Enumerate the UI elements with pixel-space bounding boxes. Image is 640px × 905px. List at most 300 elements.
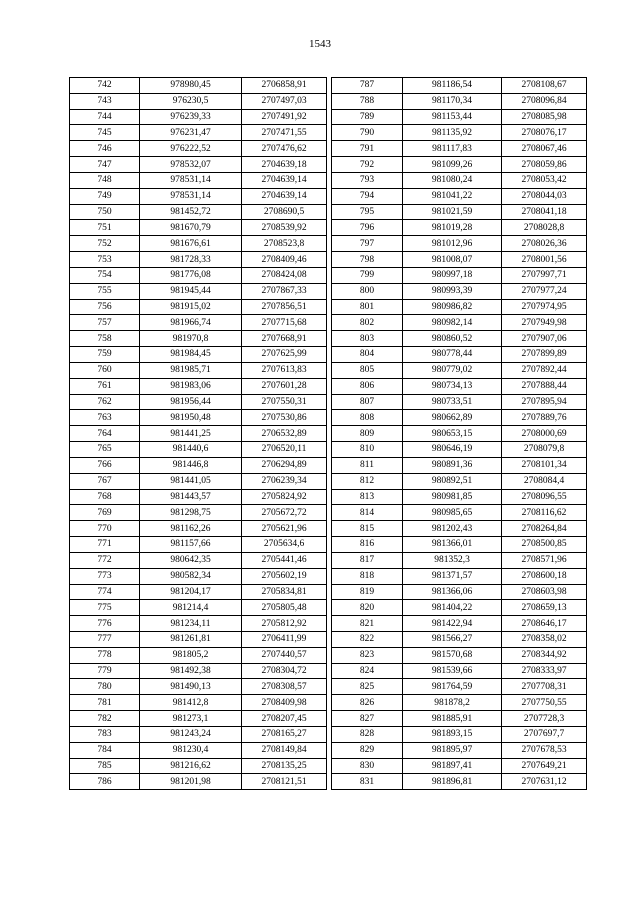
point-number-cell: 798 — [332, 252, 403, 268]
table-row — [332, 78, 587, 94]
table-row — [70, 141, 327, 157]
y-coordinate-cell: 2707697,7 — [502, 726, 587, 742]
table-row — [70, 378, 327, 394]
y-coordinate-cell: 2708571,96 — [502, 552, 587, 568]
y-coordinate-cell: 2708207,45 — [242, 711, 327, 727]
point-number-cell: 797 — [332, 236, 403, 252]
y-coordinate-cell: 2708085,98 — [502, 109, 587, 125]
x-coordinate-cell: 980997,18 — [403, 267, 502, 283]
table-row — [70, 362, 327, 378]
x-coordinate-cell: 978980,45 — [140, 78, 242, 94]
point-number-cell: 746 — [70, 141, 140, 157]
x-coordinate-cell: 981895,97 — [403, 742, 502, 758]
x-coordinate-cell: 981422,94 — [403, 616, 502, 632]
table-row — [70, 93, 327, 109]
x-coordinate-cell: 981170,34 — [403, 93, 502, 109]
x-coordinate-cell: 981490,13 — [140, 679, 242, 695]
point-number-cell: 791 — [332, 141, 403, 157]
point-number-cell: 767 — [70, 473, 140, 489]
x-coordinate-cell: 981162,26 — [140, 521, 242, 537]
table-row — [70, 774, 327, 790]
x-coordinate-cell: 980892,51 — [403, 473, 502, 489]
y-coordinate-cell: 2707892,44 — [502, 362, 587, 378]
x-coordinate-cell: 981970,8 — [140, 331, 242, 347]
point-number-cell: 821 — [332, 616, 403, 632]
table-row — [70, 220, 327, 236]
y-coordinate-cell: 2708076,17 — [502, 125, 587, 141]
y-coordinate-cell: 2706532,89 — [242, 426, 327, 442]
x-coordinate-cell: 981273,1 — [140, 711, 242, 727]
y-coordinate-cell: 2708041,18 — [502, 204, 587, 220]
y-coordinate-cell: 2705441,46 — [242, 552, 327, 568]
y-coordinate-cell: 2707728,3 — [502, 711, 587, 727]
point-number-cell: 773 — [70, 568, 140, 584]
table-row — [70, 347, 327, 363]
y-coordinate-cell: 2708600,18 — [502, 568, 587, 584]
y-coordinate-cell: 2706294,89 — [242, 457, 327, 473]
table-row — [332, 172, 587, 188]
x-coordinate-cell: 981298,75 — [140, 505, 242, 521]
y-coordinate-cell: 2708333,97 — [502, 663, 587, 679]
y-coordinate-cell: 2708523,8 — [242, 236, 327, 252]
point-number-cell: 765 — [70, 442, 140, 458]
point-number-cell: 803 — [332, 331, 403, 347]
table-row — [70, 426, 327, 442]
x-coordinate-cell: 980779,02 — [403, 362, 502, 378]
table-row — [332, 157, 587, 173]
y-coordinate-cell: 2707668,91 — [242, 331, 327, 347]
point-number-cell: 825 — [332, 679, 403, 695]
x-coordinate-cell: 981896,81 — [403, 774, 502, 790]
x-coordinate-cell: 981950,48 — [140, 410, 242, 426]
x-coordinate-cell: 981412,8 — [140, 695, 242, 711]
y-coordinate-cell: 2708079,8 — [502, 442, 587, 458]
point-number-cell: 785 — [70, 758, 140, 774]
y-coordinate-cell: 2707997,71 — [502, 267, 587, 283]
y-coordinate-cell: 2707895,94 — [502, 394, 587, 410]
point-number-cell: 766 — [70, 457, 140, 473]
coordinates-table-left — [69, 77, 327, 790]
table-row — [70, 521, 327, 537]
y-coordinate-cell: 2708539,92 — [242, 220, 327, 236]
table-row — [332, 774, 587, 790]
x-coordinate-cell: 981805,2 — [140, 647, 242, 663]
point-number-cell: 757 — [70, 315, 140, 331]
y-coordinate-cell: 2707949,98 — [502, 315, 587, 331]
y-coordinate-cell: 2708059,86 — [502, 157, 587, 173]
x-coordinate-cell: 981492,38 — [140, 663, 242, 679]
table-row — [332, 552, 587, 568]
point-number-cell: 824 — [332, 663, 403, 679]
table-row — [70, 537, 327, 553]
x-coordinate-cell: 981041,22 — [403, 188, 502, 204]
point-number-cell: 775 — [70, 600, 140, 616]
x-coordinate-cell: 981570,68 — [403, 647, 502, 663]
y-coordinate-cell: 2704639,14 — [242, 172, 327, 188]
x-coordinate-cell: 980860,52 — [403, 331, 502, 347]
table-row — [332, 457, 587, 473]
point-number-cell: 790 — [332, 125, 403, 141]
table-row — [70, 157, 327, 173]
table-row — [70, 457, 327, 473]
y-coordinate-cell: 2707715,68 — [242, 315, 327, 331]
table-row — [332, 410, 587, 426]
y-coordinate-cell: 2708424,08 — [242, 267, 327, 283]
y-coordinate-cell: 2705805,48 — [242, 600, 327, 616]
table-row — [332, 141, 587, 157]
table-row — [332, 299, 587, 315]
table-row — [70, 600, 327, 616]
x-coordinate-cell: 981008,07 — [403, 252, 502, 268]
table-row — [70, 695, 327, 711]
point-number-cell: 808 — [332, 410, 403, 426]
x-coordinate-cell: 981915,02 — [140, 299, 242, 315]
x-coordinate-cell: 981135,92 — [403, 125, 502, 141]
point-number-cell: 762 — [70, 394, 140, 410]
x-coordinate-cell: 981539,66 — [403, 663, 502, 679]
point-number-cell: 784 — [70, 742, 140, 758]
table-row — [332, 742, 587, 758]
x-coordinate-cell: 981012,96 — [403, 236, 502, 252]
point-number-cell: 756 — [70, 299, 140, 315]
point-number-cell: 823 — [332, 647, 403, 663]
x-coordinate-cell: 981441,05 — [140, 473, 242, 489]
y-coordinate-cell: 2708304,72 — [242, 663, 327, 679]
table-row — [332, 679, 587, 695]
table-row — [332, 109, 587, 125]
x-coordinate-cell: 981446,8 — [140, 457, 242, 473]
table-row — [70, 78, 327, 94]
y-coordinate-cell: 2707977,24 — [502, 283, 587, 299]
x-coordinate-cell: 980985,65 — [403, 505, 502, 521]
x-coordinate-cell: 981878,2 — [403, 695, 502, 711]
y-coordinate-cell: 2707550,31 — [242, 394, 327, 410]
table-row — [70, 552, 327, 568]
y-coordinate-cell: 2707708,31 — [502, 679, 587, 695]
y-coordinate-cell: 2708044,03 — [502, 188, 587, 204]
table-row — [70, 584, 327, 600]
table-row — [332, 584, 587, 600]
point-number-cell: 820 — [332, 600, 403, 616]
point-number-cell: 754 — [70, 267, 140, 283]
table-row — [332, 267, 587, 283]
table-row — [332, 125, 587, 141]
x-coordinate-cell: 981019,28 — [403, 220, 502, 236]
y-coordinate-cell: 2704639,14 — [242, 188, 327, 204]
x-coordinate-cell: 980734,13 — [403, 378, 502, 394]
table-row — [70, 726, 327, 742]
table-row — [332, 220, 587, 236]
y-coordinate-cell: 2708500,85 — [502, 537, 587, 553]
table-row — [70, 758, 327, 774]
table-row — [332, 204, 587, 220]
point-number-cell: 781 — [70, 695, 140, 711]
y-coordinate-cell: 2708165,27 — [242, 726, 327, 742]
table-row — [70, 267, 327, 283]
point-number-cell: 772 — [70, 552, 140, 568]
y-coordinate-cell: 2707601,28 — [242, 378, 327, 394]
x-coordinate-cell: 981366,06 — [403, 584, 502, 600]
point-number-cell: 742 — [70, 78, 140, 94]
table-row — [332, 394, 587, 410]
x-coordinate-cell: 981897,41 — [403, 758, 502, 774]
point-number-cell: 771 — [70, 537, 140, 553]
table-row — [332, 283, 587, 299]
y-coordinate-cell: 2707867,33 — [242, 283, 327, 299]
point-number-cell: 814 — [332, 505, 403, 521]
x-coordinate-cell: 980986,82 — [403, 299, 502, 315]
y-coordinate-cell: 2705621,96 — [242, 521, 327, 537]
table-row — [332, 236, 587, 252]
y-coordinate-cell: 2708101,34 — [502, 457, 587, 473]
table-row — [332, 758, 587, 774]
x-coordinate-cell: 980891,36 — [403, 457, 502, 473]
point-number-cell: 755 — [70, 283, 140, 299]
x-coordinate-cell: 981261,81 — [140, 631, 242, 647]
point-number-cell: 758 — [70, 331, 140, 347]
table-row — [70, 394, 327, 410]
table-row — [332, 252, 587, 268]
x-coordinate-cell: 981234,11 — [140, 616, 242, 632]
table-row — [332, 347, 587, 363]
y-coordinate-cell: 2708108,67 — [502, 78, 587, 94]
table-row — [332, 362, 587, 378]
table-row — [332, 521, 587, 537]
x-coordinate-cell: 981099,26 — [403, 157, 502, 173]
table-row — [70, 331, 327, 347]
x-coordinate-cell: 981153,44 — [403, 109, 502, 125]
x-coordinate-cell: 980642,35 — [140, 552, 242, 568]
y-coordinate-cell: 2707856,51 — [242, 299, 327, 315]
point-number-cell: 812 — [332, 473, 403, 489]
x-coordinate-cell: 981201,98 — [140, 774, 242, 790]
x-coordinate-cell: 981945,44 — [140, 283, 242, 299]
point-number-cell: 750 — [70, 204, 140, 220]
y-coordinate-cell: 2706520,11 — [242, 442, 327, 458]
y-coordinate-cell: 2708264,84 — [502, 521, 587, 537]
point-number-cell: 749 — [70, 188, 140, 204]
y-coordinate-cell: 2707899,89 — [502, 347, 587, 363]
y-coordinate-cell: 2707649,21 — [502, 758, 587, 774]
point-number-cell: 760 — [70, 362, 140, 378]
x-coordinate-cell: 976230,5 — [140, 93, 242, 109]
table-row — [70, 204, 327, 220]
point-number-cell: 810 — [332, 442, 403, 458]
x-coordinate-cell: 981441,25 — [140, 426, 242, 442]
x-coordinate-cell: 978531,14 — [140, 172, 242, 188]
x-coordinate-cell: 978532,07 — [140, 157, 242, 173]
y-coordinate-cell: 2707625,99 — [242, 347, 327, 363]
y-coordinate-cell: 2707631,12 — [502, 774, 587, 790]
x-coordinate-cell: 981202,43 — [403, 521, 502, 537]
point-number-cell: 826 — [332, 695, 403, 711]
point-number-cell: 827 — [332, 711, 403, 727]
point-number-cell: 789 — [332, 109, 403, 125]
x-coordinate-cell: 981983,06 — [140, 378, 242, 394]
table-row — [332, 537, 587, 553]
y-coordinate-cell: 2707889,76 — [502, 410, 587, 426]
point-number-cell: 764 — [70, 426, 140, 442]
table-row — [332, 711, 587, 727]
y-coordinate-cell: 2707497,03 — [242, 93, 327, 109]
point-number-cell: 805 — [332, 362, 403, 378]
point-number-cell: 831 — [332, 774, 403, 790]
table-row — [332, 663, 587, 679]
table-row — [70, 252, 327, 268]
point-number-cell: 751 — [70, 220, 140, 236]
x-coordinate-cell: 981186,54 — [403, 78, 502, 94]
y-coordinate-cell: 2708026,36 — [502, 236, 587, 252]
y-coordinate-cell: 2708135,25 — [242, 758, 327, 774]
y-coordinate-cell: 2708308,57 — [242, 679, 327, 695]
x-coordinate-cell: 981776,08 — [140, 267, 242, 283]
table-row — [332, 188, 587, 204]
point-number-cell: 792 — [332, 157, 403, 173]
point-number-cell: 813 — [332, 489, 403, 505]
table-row — [332, 600, 587, 616]
x-coordinate-cell: 981157,66 — [140, 537, 242, 553]
x-coordinate-cell: 981117,83 — [403, 141, 502, 157]
table-row — [332, 616, 587, 632]
point-number-cell: 829 — [332, 742, 403, 758]
y-coordinate-cell: 2708053,42 — [502, 172, 587, 188]
table-row — [70, 109, 327, 125]
x-coordinate-cell: 981728,33 — [140, 252, 242, 268]
point-number-cell: 770 — [70, 521, 140, 537]
y-coordinate-cell: 2708000,69 — [502, 426, 587, 442]
point-number-cell: 759 — [70, 347, 140, 363]
x-coordinate-cell: 980993,39 — [403, 283, 502, 299]
table-row — [332, 489, 587, 505]
x-coordinate-cell: 981371,57 — [403, 568, 502, 584]
point-number-cell: 799 — [332, 267, 403, 283]
x-coordinate-cell: 981566,27 — [403, 631, 502, 647]
table-row — [70, 299, 327, 315]
y-coordinate-cell: 2708603,98 — [502, 584, 587, 600]
point-number-cell: 743 — [70, 93, 140, 109]
x-coordinate-cell: 976231,47 — [140, 125, 242, 141]
table-row — [70, 442, 327, 458]
point-number-cell: 794 — [332, 188, 403, 204]
point-number-cell: 787 — [332, 78, 403, 94]
x-coordinate-cell: 980582,34 — [140, 568, 242, 584]
y-coordinate-cell: 2708646,17 — [502, 616, 587, 632]
table-row — [70, 742, 327, 758]
y-coordinate-cell: 2708084,4 — [502, 473, 587, 489]
x-coordinate-cell: 981885,91 — [403, 711, 502, 727]
x-coordinate-cell: 980662,89 — [403, 410, 502, 426]
x-coordinate-cell: 981440,6 — [140, 442, 242, 458]
point-number-cell: 753 — [70, 252, 140, 268]
table-row — [70, 489, 327, 505]
table-row — [332, 426, 587, 442]
point-number-cell: 778 — [70, 647, 140, 663]
page-number: 1543 — [309, 38, 331, 50]
table-row — [332, 726, 587, 742]
table-row — [70, 568, 327, 584]
point-number-cell: 786 — [70, 774, 140, 790]
x-coordinate-cell: 980982,14 — [403, 315, 502, 331]
point-number-cell: 788 — [332, 93, 403, 109]
point-number-cell: 769 — [70, 505, 140, 521]
x-coordinate-cell: 976239,33 — [140, 109, 242, 125]
point-number-cell: 815 — [332, 521, 403, 537]
table-row — [332, 505, 587, 521]
y-coordinate-cell: 2708358,02 — [502, 631, 587, 647]
y-coordinate-cell: 2707491,92 — [242, 109, 327, 125]
table-row — [332, 631, 587, 647]
y-coordinate-cell: 2708149,84 — [242, 742, 327, 758]
x-coordinate-cell: 981230,4 — [140, 742, 242, 758]
y-coordinate-cell: 2707613,83 — [242, 362, 327, 378]
table-row — [332, 473, 587, 489]
point-number-cell: 752 — [70, 236, 140, 252]
x-coordinate-cell: 981214,4 — [140, 600, 242, 616]
point-number-cell: 780 — [70, 679, 140, 695]
x-coordinate-cell: 981243,24 — [140, 726, 242, 742]
point-number-cell: 828 — [332, 726, 403, 742]
y-coordinate-cell: 2708116,62 — [502, 505, 587, 521]
y-coordinate-cell: 2705634,6 — [242, 537, 327, 553]
point-number-cell: 816 — [332, 537, 403, 553]
table-row — [70, 315, 327, 331]
table-row — [332, 647, 587, 663]
y-coordinate-cell: 2705602,19 — [242, 568, 327, 584]
y-coordinate-cell: 2708028,8 — [502, 220, 587, 236]
table-row — [70, 473, 327, 489]
table-row — [70, 679, 327, 695]
table-row — [70, 125, 327, 141]
y-coordinate-cell: 2706411,99 — [242, 631, 327, 647]
table-row — [332, 331, 587, 347]
x-coordinate-cell: 980646,19 — [403, 442, 502, 458]
y-coordinate-cell: 2707974,95 — [502, 299, 587, 315]
y-coordinate-cell: 2708344,92 — [502, 647, 587, 663]
x-coordinate-cell: 980778,44 — [403, 347, 502, 363]
point-number-cell: 806 — [332, 378, 403, 394]
point-number-cell: 782 — [70, 711, 140, 727]
y-coordinate-cell: 2708121,51 — [242, 774, 327, 790]
table-row — [70, 172, 327, 188]
y-coordinate-cell: 2707476,62 — [242, 141, 327, 157]
point-number-cell: 763 — [70, 410, 140, 426]
table-row — [70, 236, 327, 252]
y-coordinate-cell: 2705812,92 — [242, 616, 327, 632]
x-coordinate-cell: 981216,62 — [140, 758, 242, 774]
x-coordinate-cell: 981204,17 — [140, 584, 242, 600]
table-row — [70, 410, 327, 426]
table-row — [332, 695, 587, 711]
table-row — [332, 442, 587, 458]
point-number-cell: 745 — [70, 125, 140, 141]
table-row — [332, 568, 587, 584]
x-coordinate-cell: 981452,72 — [140, 204, 242, 220]
y-coordinate-cell: 2707888,44 — [502, 378, 587, 394]
point-number-cell: 807 — [332, 394, 403, 410]
point-number-cell: 768 — [70, 489, 140, 505]
x-coordinate-cell: 981764,59 — [403, 679, 502, 695]
point-number-cell: 795 — [332, 204, 403, 220]
point-number-cell: 774 — [70, 584, 140, 600]
point-number-cell: 822 — [332, 631, 403, 647]
x-coordinate-cell: 981404,22 — [403, 600, 502, 616]
x-coordinate-cell: 981966,74 — [140, 315, 242, 331]
y-coordinate-cell: 2705824,92 — [242, 489, 327, 505]
table-row — [70, 188, 327, 204]
point-number-cell: 783 — [70, 726, 140, 742]
point-number-cell: 744 — [70, 109, 140, 125]
y-coordinate-cell: 2708409,98 — [242, 695, 327, 711]
